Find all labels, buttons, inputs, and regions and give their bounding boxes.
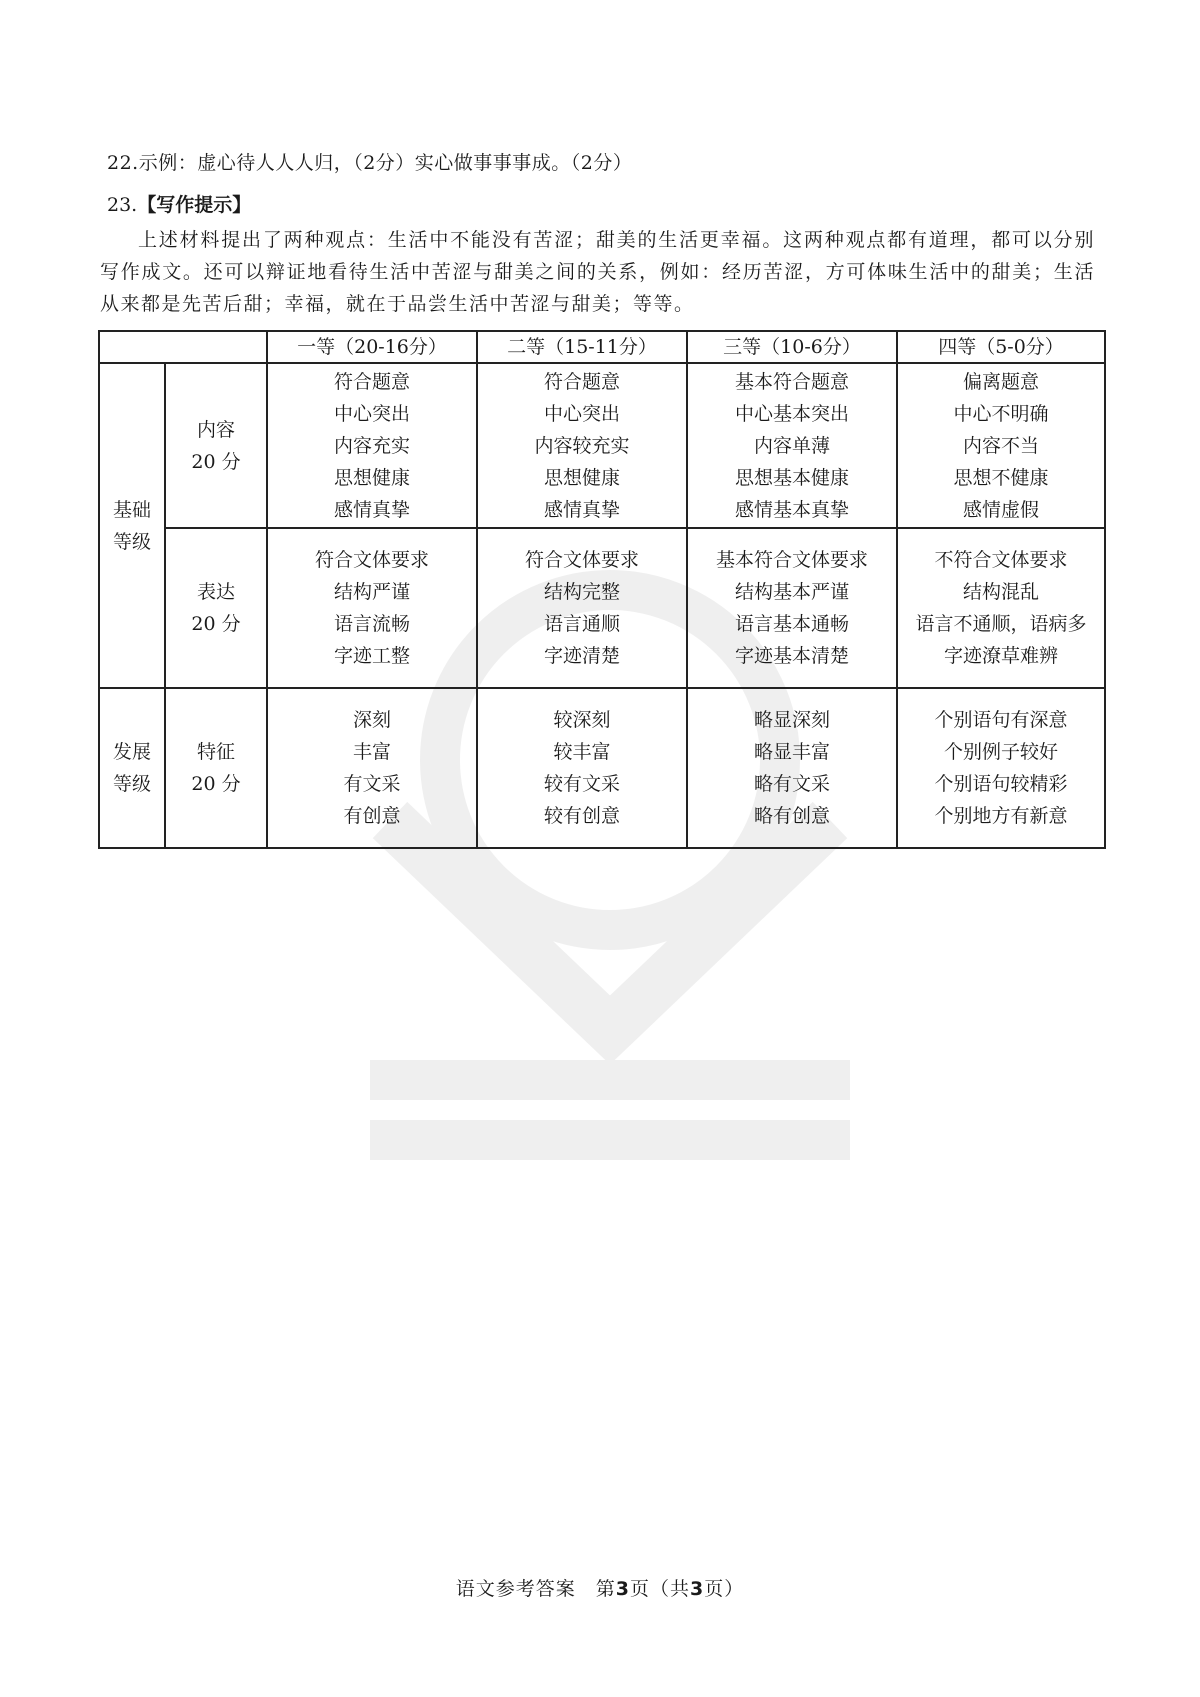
footer-total-pages: 3: [690, 1578, 705, 1600]
expression-grade-4: 不符合文体要求 结构混乱 语言不通顺，语病多 字迹潦草难辨: [897, 528, 1105, 688]
rubric-header-row: [99, 331, 1105, 363]
writing-tips-paragraph: 上述材料提出了两种观点：生活中不能没有苦涩；甜美的生活更幸福。这两种观点都有道理，都可以分别写作成文。还可以辩证地看待生活中苦涩与甜美之间的关系，例如：经历苦涩，方可体味生活中的甜美；生活从来都是先苦后甜；幸福，就在于品尝生活中苦涩与甜美；等等。: [100, 229, 1095, 315]
expression-grade-1: 符合文体要求 结构严谨 语言流畅 字迹工整: [267, 528, 477, 688]
footer-suffix: 页）: [704, 1578, 745, 1600]
page-footer: [0, 1574, 1200, 1601]
feature-label: 特征 20 分: [165, 688, 267, 848]
grade-header-3: 三等（10-6分）: [687, 331, 897, 363]
grade-header-4: 四等（5-0分）: [897, 331, 1105, 363]
content-label: 内容 20 分: [165, 363, 267, 528]
expression-grade-3: 基本符合文体要求 结构基本严谨 语言基本通畅 字迹基本清楚: [687, 528, 897, 688]
feature-grade-4: 个别语句有深意 个别例子较好 个别语句较精彩 个别地方有新意: [897, 688, 1105, 848]
grade-header-2: 二等（15-11分）: [477, 331, 687, 363]
content-grade-2: 符合题意 中心突出 内容较充实 思想健康 感情真挚: [477, 363, 687, 528]
footer-middle: 页（共: [629, 1578, 690, 1600]
feature-grade-2: 较深刻 较丰富 较有文采 较有创意: [477, 688, 687, 848]
content-grade-3: 基本符合题意 中心基本突出 内容单薄 思想基本健康 感情基本真挚: [687, 363, 897, 528]
content-grade-1: 符合题意 中心突出 内容充实 思想健康 感情真挚: [267, 363, 477, 528]
feature-row: [99, 688, 1105, 848]
scoring-rubric-table: [98, 330, 1106, 849]
grade-header-1: 一等（20-16分）: [267, 331, 477, 363]
question-23-heading: [107, 190, 251, 217]
question-23-number: 23.: [107, 194, 138, 216]
feature-grade-1: 深刻 丰富 有文采 有创意: [267, 688, 477, 848]
feature-grade-3: 略显深刻 略显丰富 略有文采 略有创意: [687, 688, 897, 848]
content-grade-4: 偏离题意 中心不明确 内容不当 思想不健康 感情虚假: [897, 363, 1105, 528]
expression-grade-2: 符合文体要求 结构完整 语言通顺 字迹清楚: [477, 528, 687, 688]
question-22-answer: 22.示例：虚心待人人人归，（2分）实心做事事事成。（2分）: [107, 152, 633, 174]
content-row: [99, 363, 1105, 528]
footer-page-number: 3: [615, 1578, 630, 1600]
footer-prefix: 语文参考答案 第: [455, 1578, 616, 1600]
expression-row: [99, 528, 1105, 688]
rubric-corner-cell: [99, 331, 267, 363]
basic-level-label: 基础 等级: [99, 363, 165, 688]
expression-label: 表达 20 分: [165, 528, 267, 688]
writing-tips-heading: 【写作提示】: [137, 194, 252, 216]
development-level-label: 发展 等级: [99, 688, 165, 848]
